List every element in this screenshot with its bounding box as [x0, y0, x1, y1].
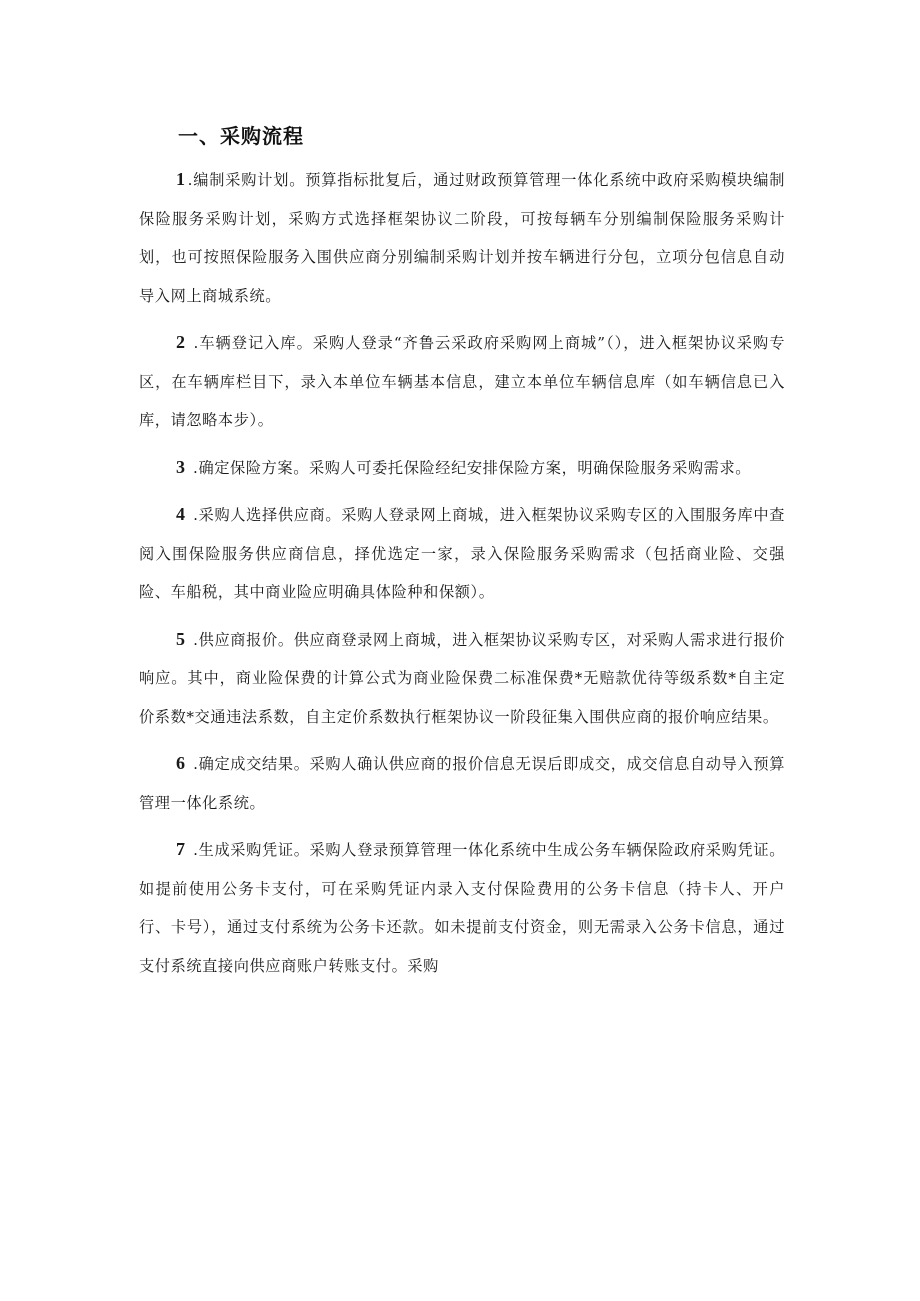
paragraph-step-5 — [139, 620, 785, 737]
step-number: 1 — [176, 169, 186, 189]
paragraph-text: .供应商报价。供应商登录网上商城，进入框架协议采购专区，对采购人需求进行报价响应。其中，商业险保费的计算公式为商业险保费二标准保费*无赔款优待等级系数*自主定价系数*交通违法系数，自主定价系数执行框架协议一阶段征集入围供应商的报价响应结果。 — [139, 630, 785, 726]
paragraph-step-1 — [139, 160, 785, 315]
step-number: 7 — [176, 839, 186, 859]
paragraph-text: .生成采购凭证。采购人登录预算管理一体化系统中生成公务车辆保险政府采购凭证。如提前使用公务卡支付，可在采购凭证内录入支付保险费用的公务卡信息（持卡人、开户行、卡号），通过支付系统为公务卡还款。如未提前支付资金，则无需录入公务卡信息，通过支付系统直接向供应商账户转账支付。采购 — [139, 841, 785, 975]
paragraph-step-6 — [139, 744, 785, 822]
step-number: 2 — [176, 332, 186, 352]
paragraph-step-2 — [139, 323, 785, 440]
step-number: 4 — [176, 504, 186, 524]
section-title: 一、采购流程 — [178, 124, 304, 148]
paragraph-step-4 — [139, 495, 785, 612]
paragraph-text: .确定成交结果。采购人确认供应商的报价信息无误后即成交，成交信息自动导入预算管理一体化系统。 — [139, 755, 785, 812]
paragraph-text: .编制采购计划。预算指标批复后，通过财政预算管理一体化系统中政府采购模块编制保险服务采购计划，采购方式选择框架协议二阶段，可按每辆车分别编制保险服务采购计划，也可按照保险服务入围供应商分别编制采购计划并按车辆进行分包，立项分包信息自动导入网上商城系统。 — [139, 171, 785, 305]
paragraph-step-7 — [139, 830, 785, 985]
step-number: 6 — [176, 753, 186, 773]
paragraph-step-3 — [139, 448, 785, 488]
document-body — [139, 160, 785, 993]
paragraph-text: .车辆登记入库。采购人登录“齐鲁云采政府采购网上商城”（），进入框架协议采购专区，在车辆库栏目下，录入本单位车辆基本信息，建立本单位车辆信息库（如车辆信息已入库，请忽略本步）。 — [139, 334, 785, 429]
step-number: 5 — [176, 628, 186, 649]
step-number: 3 — [176, 456, 186, 477]
paragraph-text: .采购人选择供应商。采购人登录网上商城，进入框架协议采购专区的入围服务库中查阅入围保险服务供应商信息，择优选定一家，录入保险服务采购需求（包括商业险、交强险、车船税，其中商业险应明确具体险种和保额）。 — [139, 506, 785, 601]
paragraph-text: .确定保险方案。采购人可委托保险经纪安排保险方案，明确保险服务采购需求。 — [187, 458, 752, 477]
